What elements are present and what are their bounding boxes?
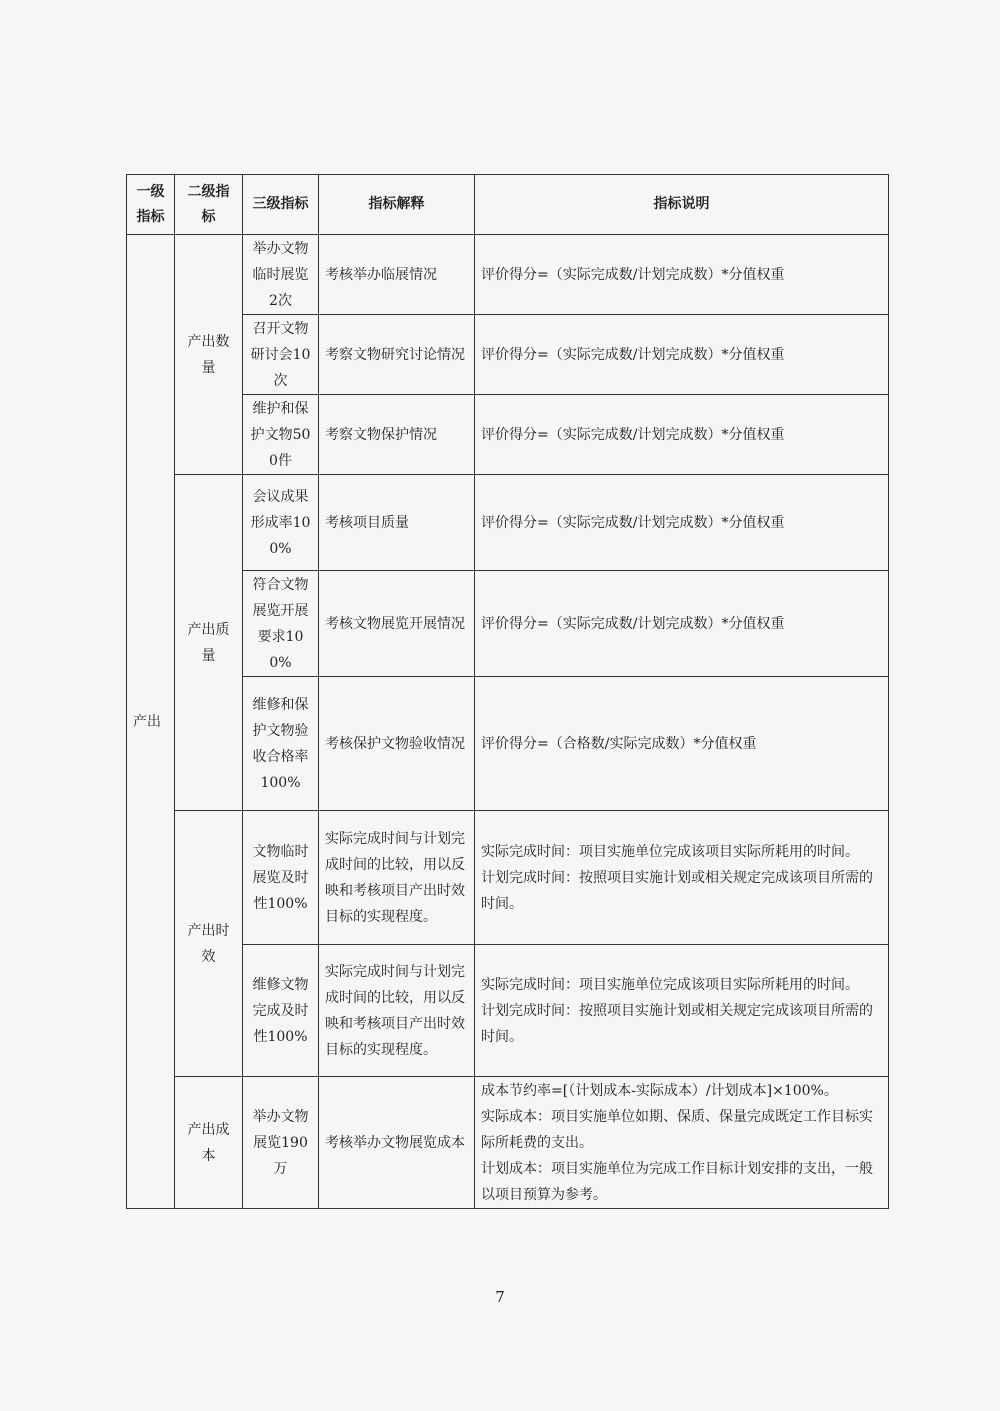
description-cell: 评价得分=（实际完成数/计划完成数）*分值权重 (475, 235, 889, 315)
level3-cell: 符合文物展览开展要求100% (243, 571, 319, 677)
header-level2: 二级指标 (175, 175, 243, 235)
description-cell (475, 811, 889, 945)
description-line: 实际成本：项目实施单位如期、保质、保量完成既定工作目标实际所耗费的支出。 (481, 1108, 873, 1151)
explanation-cell: 考核项目质量 (319, 475, 475, 571)
explanation-cell: 实际完成时间与计划完成时间的比较，用以反映和考核项目产出时效目标的实现程度。 (319, 811, 475, 945)
level2-cell: 产出质量 (175, 475, 243, 811)
level1-cell: 产出 (127, 235, 175, 1209)
explanation-cell: 考察文物保护情况 (319, 395, 475, 475)
explanation-cell: 实际完成时间与计划完成时间的比较，用以反映和考核项目产出时效目标的实现程度。 (319, 945, 475, 1077)
description-line: 成本节约率=[（计划成本-实际成本）/计划成本]×100%。 (481, 1082, 838, 1099)
description-cell: 评价得分=（合格数/实际完成数）*分值权重 (475, 677, 889, 811)
indicator-table (126, 174, 889, 1209)
header-explanation: 指标解释 (319, 175, 475, 235)
table-row (127, 475, 889, 571)
explanation-cell: 考察文物研究讨论情况 (319, 315, 475, 395)
description-cell: 评价得分=（实际完成数/计划完成数）*分值权重 (475, 395, 889, 475)
description-cell: 评价得分=（实际完成数/计划完成数）*分值权重 (475, 315, 889, 395)
level3-cell: 举办文物展览190万 (243, 1077, 319, 1209)
description-line: 实际完成时间：项目实施单位完成该项目实际所耗用的时间。 (481, 843, 859, 860)
level3-cell: 维护和保护文物500件 (243, 395, 319, 475)
level3-cell: 维修文物完成及时性100% (243, 945, 319, 1077)
header-description: 指标说明 (475, 175, 889, 235)
header-level3: 三级指标 (243, 175, 319, 235)
description-line: 计划完成时间：按照项目实施计划或相关规定完成该项目所需的时间。 (481, 1002, 873, 1045)
description-cell: 评价得分=（实际完成数/计划完成数）*分值权重 (475, 571, 889, 677)
table-row (127, 1077, 889, 1209)
page-number: 7 (495, 1288, 505, 1306)
header-level1: 一级指标 (127, 175, 175, 235)
level2-cell: 产出时效 (175, 811, 243, 1077)
level3-cell: 举办文物临时展览2次 (243, 235, 319, 315)
description-cell (475, 945, 889, 1077)
table-row (127, 811, 889, 945)
table-row (127, 235, 889, 315)
description-cell: 评价得分=（实际完成数/计划完成数）*分值权重 (475, 475, 889, 571)
description-line: 计划完成时间：按照项目实施计划或相关规定完成该项目所需的时间。 (481, 869, 873, 912)
level3-cell: 会议成果形成率100% (243, 475, 319, 571)
description-line: 实际完成时间：项目实施单位完成该项目实际所耗用的时间。 (481, 976, 859, 993)
explanation-cell: 考核举办临展情况 (319, 235, 475, 315)
level3-cell: 召开文物研讨会10次 (243, 315, 319, 395)
explanation-cell: 考核保护文物验收情况 (319, 677, 475, 811)
level2-cell: 产出成本 (175, 1077, 243, 1209)
level3-cell: 维修和保护文物验收合格率100% (243, 677, 319, 811)
description-cell (475, 1077, 889, 1209)
explanation-cell: 考核文物展览开展情况 (319, 571, 475, 677)
level2-cell: 产出数量 (175, 235, 243, 475)
table-header-row (127, 175, 889, 235)
explanation-cell: 考核举办文物展览成本 (319, 1077, 475, 1209)
description-line: 计划成本：项目实施单位为完成工作目标计划安排的支出，一般以项目预算为参考。 (481, 1160, 873, 1203)
level3-cell: 文物临时展览及时性100% (243, 811, 319, 945)
